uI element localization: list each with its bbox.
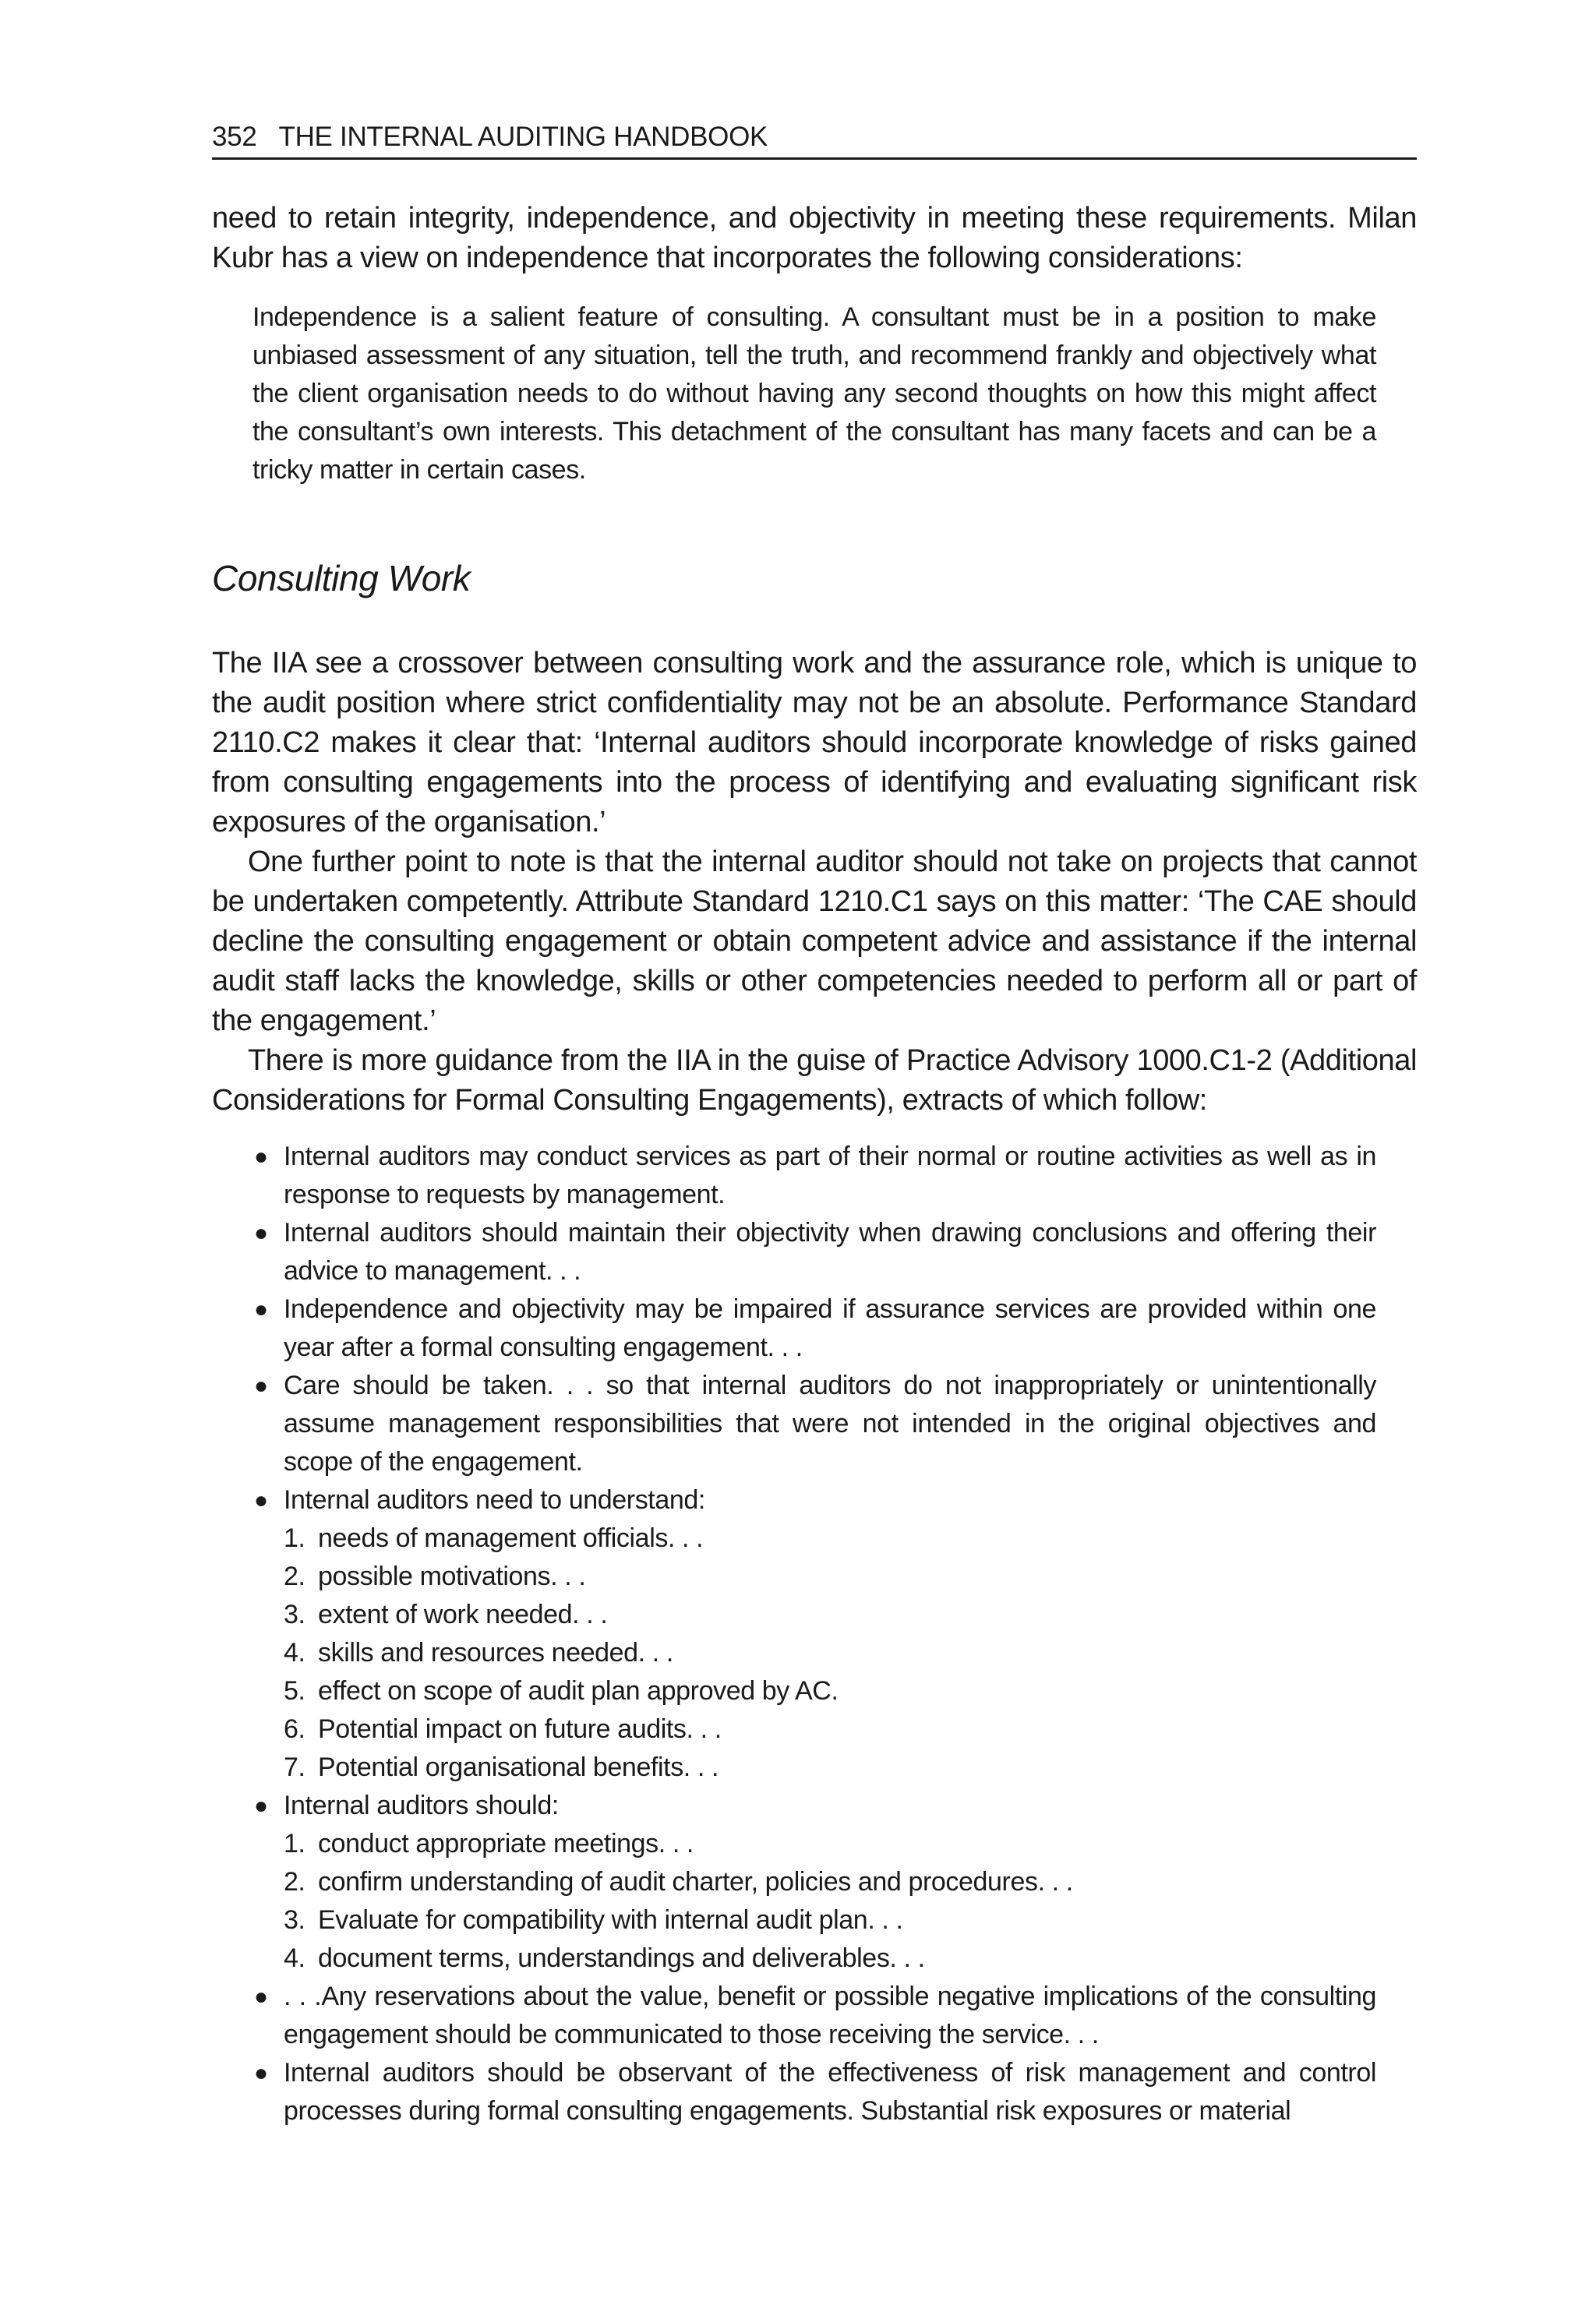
bullet-text: Independence and objectivity may be impaired if assurance services are provided within one year after a formal consulting engagement. . .: [284, 1294, 1376, 1362]
numbered-item: [284, 1863, 1376, 1901]
numbered-item: [284, 1710, 1376, 1749]
numbered-item: [284, 1596, 1376, 1634]
item-text: skills and resources needed. . .: [318, 1638, 673, 1668]
bullet-text: Internal auditors should maintain their objectivity when drawing conclusions and offering their advice to management. . .: [284, 1218, 1376, 1286]
item-number: 3.: [284, 1905, 305, 1935]
bullet-icon: ●: [254, 2060, 268, 2086]
bullet-item: [252, 1214, 1376, 1290]
numbered-item: [284, 1558, 1376, 1596]
numbered-item: [284, 1749, 1376, 1787]
item-text: Evaluate for compatibility with internal audit plan. . .: [318, 1905, 903, 1935]
bullet-text: Internal auditors need to understand:: [284, 1485, 705, 1515]
bullet-icon: ●: [254, 1220, 268, 1246]
numbered-item: [284, 1672, 1376, 1710]
bullet-text: Internal auditors may conduct services as part of their normal or routine activities as well as in response to requests by management.: [284, 1142, 1376, 1209]
advisory-bullet-list: [252, 1138, 1376, 2130]
bullet-text: Internal auditors should be observant of the effectiveness of risk management and control processes during formal consulting engagements. Substantial risk exposures or material: [284, 2058, 1376, 2126]
item-text: conduct appropriate meetings. . .: [318, 1829, 694, 1858]
bullet-item: [252, 1978, 1376, 2054]
item-text: extent of work needed. . .: [318, 1600, 608, 1629]
bullet-item: [252, 1367, 1376, 1481]
bullet-text: Internal auditors should:: [284, 1791, 559, 1820]
item-number: 2.: [284, 1562, 305, 1591]
bullet-icon: ●: [254, 1984, 268, 2010]
item-text: effect on scope of audit plan approved by AC.: [318, 1676, 839, 1706]
body-paragraph-1: The IIA see a crossover between consulting work and the assurance role, which is unique to the audit position where strict confidentiality may not be an absolute. Performance Standard 2110.C2 makes it clear that: ‘Internal auditors should incorporate knowledge of risks gained from consulting engagements into the process of identifying and evaluating significant risk exposures of the organisation.’: [212, 647, 1417, 838]
item-number: 6.: [284, 1714, 305, 1744]
understand-numbered-list: [284, 1520, 1376, 1787]
page-number: 352: [212, 122, 257, 152]
item-number: 5.: [284, 1676, 305, 1706]
bullet-icon: ●: [254, 1488, 268, 1513]
bullet-item: [252, 1481, 1376, 1787]
running-header: [212, 117, 1417, 160]
numbered-item: [284, 1825, 1376, 1863]
numbered-item: [284, 1520, 1376, 1558]
item-text: Potential impact on future audits. . .: [318, 1714, 722, 1744]
bullet-item: [252, 1290, 1376, 1367]
body-paragraph-2: One further point to note is that the internal auditor should not take on projects that cannot be undertaken competently. Attribute Standard 1210.C1 says on this matter: ‘The CAE should decline the consulting engagement or obtain competent advice and assistance if the internal audit staff lacks the knowledge, skills or other competencies needed to perform all or part of the engagement.’: [212, 845, 1417, 1037]
running-title: THE INTERNAL AUDITING HANDBOOK: [278, 122, 768, 152]
bullet-icon: ●: [254, 1373, 268, 1399]
numbered-item: [284, 1901, 1376, 1940]
numbered-item: [284, 1940, 1376, 1978]
numbered-item: [284, 1634, 1376, 1672]
item-text: needs of management officials. . .: [318, 1523, 704, 1553]
bullet-item: [252, 2054, 1376, 2130]
item-number: 4.: [284, 1638, 305, 1668]
body-paragraph-3: There is more guidance from the IIA in the guise of Practice Advisory 1000.C1-2 (Additional Considerations for Formal Consulting Engagements), extracts of which follow:: [212, 1044, 1417, 1117]
item-number: 3.: [284, 1600, 305, 1629]
item-number: 4.: [284, 1943, 305, 1973]
bullet-item: [252, 1138, 1376, 1214]
should-numbered-list: [284, 1825, 1376, 1978]
item-number: 7.: [284, 1752, 305, 1782]
item-number: 1.: [284, 1523, 305, 1553]
bullet-icon: ●: [254, 1144, 268, 1170]
item-number: 1.: [284, 1829, 305, 1858]
bullet-item: [252, 1787, 1376, 1978]
block-quote: Independence is a salient feature of consulting. A consultant must be in a position to make unbiased assessment of any situation, tell the truth, and recommend frankly and objectively what the client organisation needs to do without having any second thoughts on how this might affect the consultant’s own interests. This detachment of the consultant has many facets and can be a tricky matter in certain cases.: [252, 302, 1376, 485]
item-text: Potential organisational benefits. . .: [318, 1752, 719, 1782]
page-body: [212, 199, 1417, 2130]
item-number: 2.: [284, 1867, 305, 1897]
bullet-text: Care should be taken. . . so that internal auditors do not inappropriately or unintentionally assume management responsibilities that were not intended in the original objectives and scope of the engagement.: [284, 1371, 1376, 1477]
intro-paragraph: need to retain integrity, independence, and objectivity in meeting these requirements. Milan Kubr has a view on independence that incorporates the following considerations:: [212, 202, 1417, 274]
bullet-icon: ●: [254, 1793, 268, 1819]
item-text: possible motivations. . .: [318, 1562, 586, 1591]
item-text: document terms, understandings and deliverables. . .: [318, 1943, 925, 1973]
section-title: Consulting Work: [212, 558, 471, 598]
bullet-icon: ●: [254, 1297, 268, 1322]
bullet-text: . . .Any reservations about the value, benefit or possible negative implications of the consulting engagement should be communicated to those receiving the service. . .: [284, 1982, 1376, 2049]
item-text: confirm understanding of audit charter, policies and procedures. . .: [318, 1867, 1073, 1897]
